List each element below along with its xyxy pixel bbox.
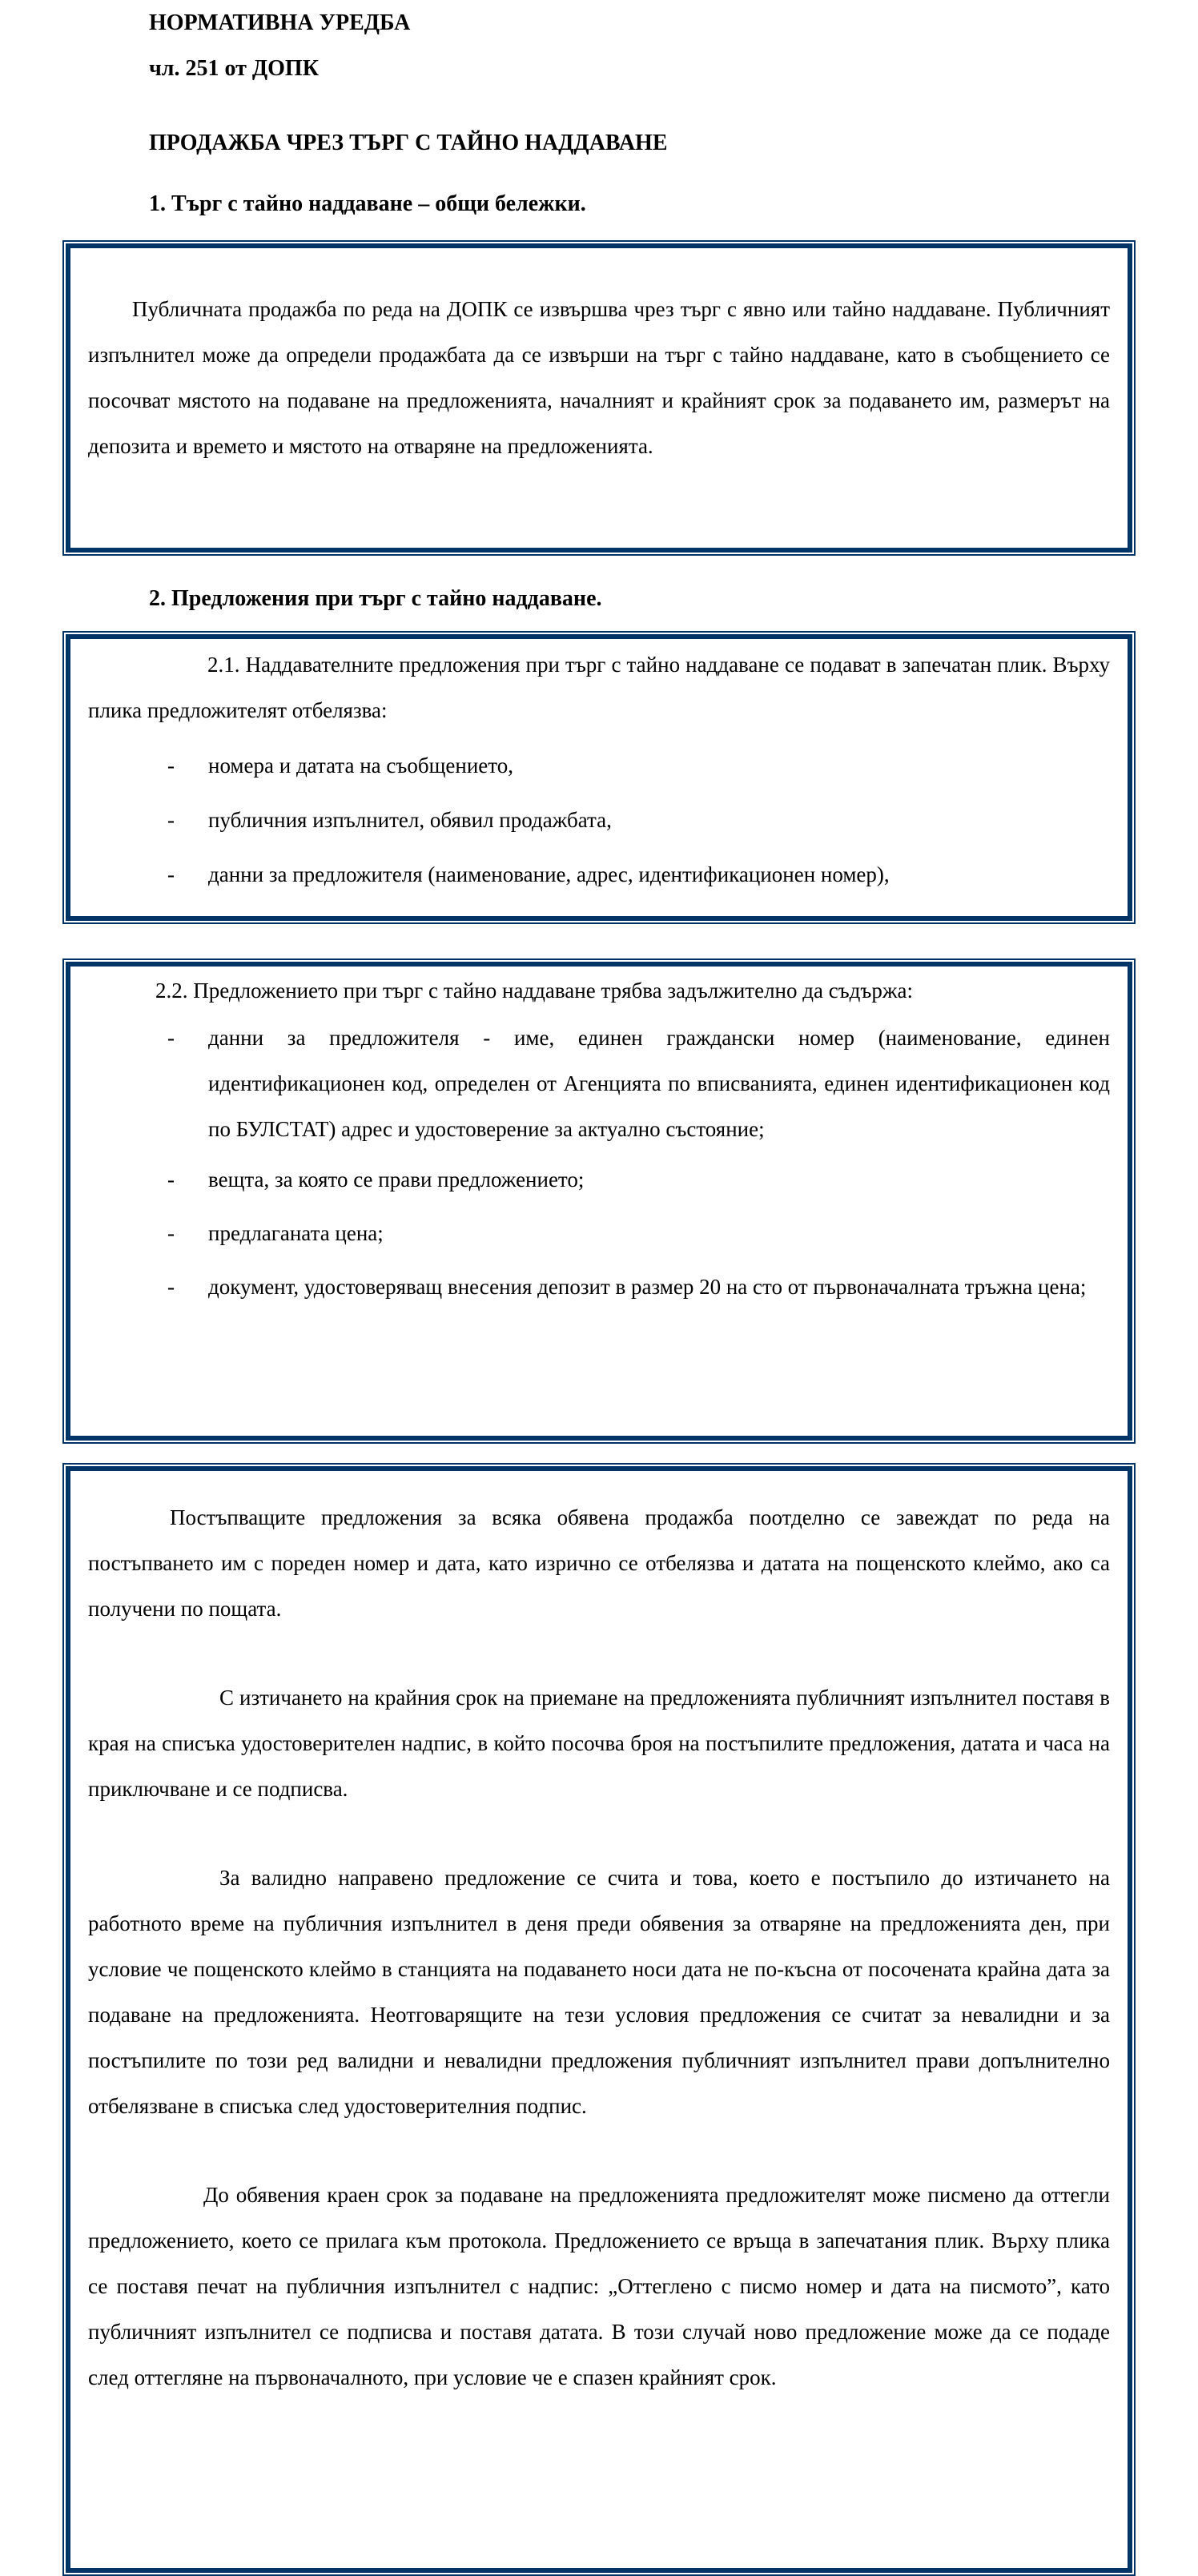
document-title: НОРМАТИВНА УРЕДБА: [149, 10, 411, 35]
bullet-dash: -: [167, 1026, 175, 1050]
box-2-2-list: [88, 1015, 1110, 1310]
box-2-1-list: [88, 738, 1110, 902]
procedure-box-inner: [66, 1466, 1132, 2573]
list-item-text: публичния изпълнител, обявил продажбата,: [208, 808, 612, 832]
bullet-dash: -: [167, 862, 175, 886]
list-item: [88, 1211, 1110, 1256]
general-notes-box-inner: [66, 243, 1132, 553]
list-item: [88, 1157, 1110, 1203]
general-notes-box: [62, 240, 1136, 556]
box-2-2-text-block: [88, 968, 1110, 1310]
bullet-dash: -: [167, 1275, 175, 1299]
box-2-1: [62, 631, 1136, 924]
main-heading: ПРОДАЖБА ЧРЕЗ ТЪРГ С ТАЙНО НАДДАВАНЕ: [149, 131, 668, 155]
list-item: [88, 847, 1110, 902]
list-item-text: предлаганата цена;: [208, 1221, 384, 1245]
bullet-dash: -: [167, 1221, 175, 1245]
document-subtitle: чл. 251 от ДОПК: [149, 56, 320, 81]
box-2-2-inner: [66, 962, 1132, 1441]
procedure-paragraph-withdrawal: До обявения краен срок за подаване на предложенията предложителят може писмено да оттегли предложението, което се прилага към протокола. Предложението се връща в запечатания плик. Върху плика се поставя печат на публичния изпълнител с надпис: „Оттеглено с писмо номер и дата на писмото”, като публичният изпълнител се подписва и поставя датата. В този случай ново предложение може да се подаде след оттегляне на първоначалното, при условие че е спазен крайният срок.: [88, 2183, 1110, 2389]
box-2-1-text-block: [88, 642, 1110, 902]
list-item: [88, 738, 1110, 793]
general-notes-text-block: [88, 287, 1110, 469]
section-2-heading: 2. Предложения при търг с тайно наддаване.: [149, 586, 602, 611]
list-item: [88, 1015, 1110, 1152]
section-1-heading: 1. Търг с тайно наддаване – общи бележки.: [149, 191, 586, 216]
list-item-text: данни за предложителя - име, единен граждански номер (наименование, единен идентификационен код, определен от Агенцията по вписванията, единен идентификационен код по БУЛСТАТ) адрес и удостоверение за актуално състояние;: [208, 1026, 1110, 1141]
procedure-text-block: [88, 1495, 1110, 2401]
procedure-paragraph-deadline: С изтичането на крайния срок на приемане на предложенията публичният изпълнител поставя в края на списъка удостоверителен надпис, в който посочва броя на постъпилите предложения, датата и часа на приключване и се подписва.: [88, 1686, 1110, 1801]
list-item-text: номера и датата на съобщението,: [208, 754, 513, 778]
box-2-1-intro: 2.1. Наддавателните предложения при търг с тайно наддаване се подават в запечатан плик. Върху плика предложителят отбелязва:: [88, 653, 1110, 722]
box-2-2-intro: 2.2. Предложението при търг с тайно наддаване трябва задължително да съдържа:: [155, 979, 914, 1003]
bullet-dash: -: [167, 808, 175, 832]
general-notes-paragraph: Публичната продажба по реда на ДОПК се извършва чрез търг с явно или тайно наддаване. Публичният изпълнител може да определи продажбата да се извърши на търг с тайно наддаване, като в съобщението се посочват мястото на подаване на предложенията, началният и крайният срок за подаването им, размерът на депозита и времето и мястото на отваряне на предложенията.: [88, 297, 1110, 458]
bullet-dash: -: [167, 754, 175, 778]
procedure-paragraph-registration: Постъпващите предложения за всяка обявена продажба поотделно се завеждат по реда на постъпването им с пореден номер и дата, като изрично се отбелязва и датата на пощенското клеймо, ако са получени по пощата.: [88, 1505, 1110, 1621]
procedure-box: [62, 1463, 1136, 2576]
box-2-2: [62, 958, 1136, 1444]
procedure-paragraph-validity: За валидно направено предложение се счита и това, което е постъпило до изтичането на работното време на публичния изпълнител в деня преди обявения за отваряне на предложенията ден, при условие че пощенското клеймо в станцията на подаването носи дата не по-късна от посочената крайна дата за подаване на предложенията. Неотговарящите на тези условия предложения се считат за невалидни и за постъпилите по този ред валидни и невалидни предложения публичният изпълнител прави допълнително отбелязване в списъка след удостоверителния подпис.: [88, 1866, 1110, 2118]
box-2-1-inner: [66, 634, 1132, 921]
list-item: [88, 1264, 1110, 1310]
bullet-dash: -: [167, 1167, 175, 1192]
list-item: [88, 793, 1110, 847]
list-item-text: данни за предложителя (наименование, адрес, идентификационен номер),: [208, 862, 890, 886]
list-item-text: вещта, за която се прави предложението;: [208, 1167, 585, 1192]
list-item-text: документ, удостоверяващ внесения депозит в размер 20 на сто от първоначалната тръжна цена;: [208, 1275, 1087, 1299]
